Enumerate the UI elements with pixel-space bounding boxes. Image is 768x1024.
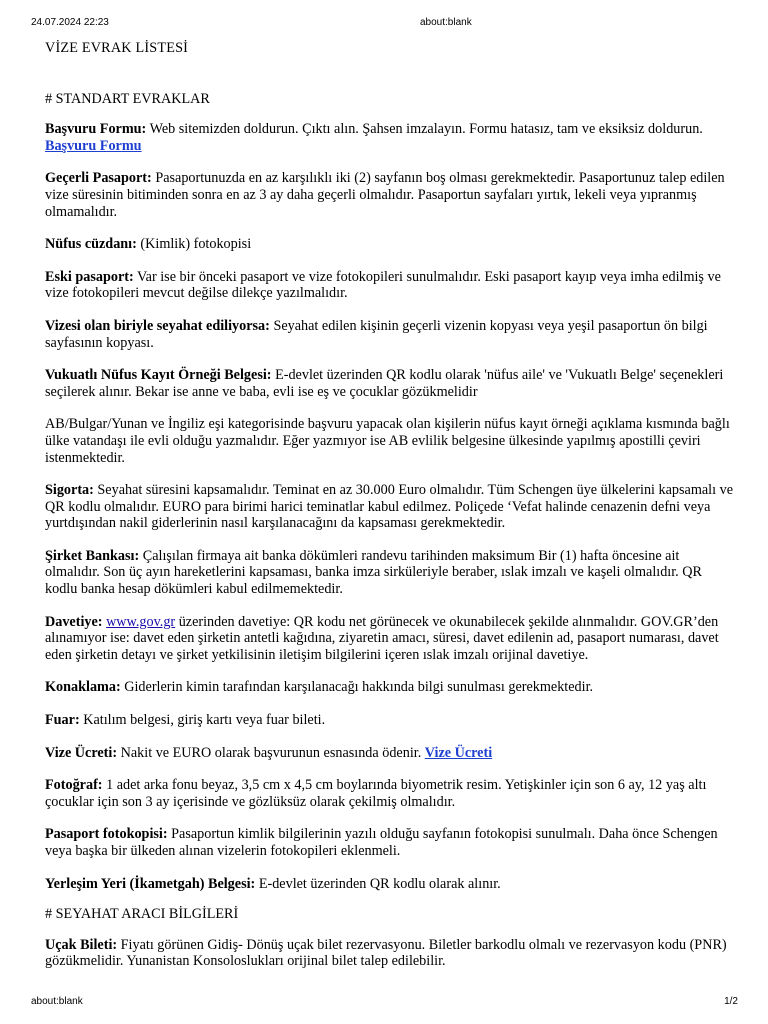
- document-body: [45, 40, 735, 970]
- section-heading-travel: # SEYAHAT ARACI BİLGİLERİ: [45, 906, 239, 923]
- item-nufus-cuzdani: [45, 236, 735, 253]
- item-text: Katılım belgesi, giriş kartı veya fuar bileti.: [79, 712, 326, 729]
- print-footer: [0, 996, 768, 1010]
- item-text: (Kimlik) fotokopisi: [136, 236, 252, 253]
- item-pasaport-fotokopisi: [45, 826, 735, 859]
- vize-ucreti-link[interactable]: Vize Ücreti: [424, 744, 493, 761]
- print-date: 24.07.2024 22:23: [31, 17, 109, 28]
- item-text: Seyahat süresini kapsamalıdır. Teminat en az 30.000 Euro olmalıdır. Tüm Schengen üye ülkelerini kapsamalı ve QR kodlu olmalıdır. EURO para birimi harici teminatlar kabul edilmez. Poliçede ‘Vefat halinde cenazenin defni veya yurtdışından nakil giderlerinin nasıl karşılanacağını da kapsaması gerekmektedir.: [45, 482, 734, 532]
- item-label: Konaklama:: [45, 679, 121, 696]
- item-text: Fiyatı görünen Gidiş- Dönüş uçak bilet rezervasyonu. Biletler barkodlu olmalı ve rezervasyon kodu (PNR) gözükmelidir. Yunanistan Konsoloslukları orijinal bilet talep edilebilir.: [45, 936, 727, 970]
- item-label: Geçerli Pasaport:: [45, 170, 152, 187]
- item-vukuatli-nufus: [45, 367, 735, 400]
- gov-gr-link[interactable]: www.gov.gr: [106, 613, 176, 630]
- item-label: Fuar:: [45, 712, 80, 729]
- item-fuar: [45, 712, 735, 729]
- item-text: Web sitemizden doldurun. Çıktı alın. Şahsen imzalayın. Formu hatasız, tam ve eksiksiz doldurun.: [146, 121, 703, 138]
- item-text: Pasaportun kimlik bilgilerinin yazılı olduğu sayfanın fotokopisi sunulmalı. Daha önce Schengen veya başka bir ülkeden alınan vizelerin fotokopileri eklenmeli.: [45, 826, 718, 859]
- basvuru-formu-link[interactable]: Başvuru Formu: [45, 137, 142, 154]
- item-konaklama: [45, 679, 735, 696]
- item-ucak-bileti: [45, 937, 735, 970]
- item-sigorta: [45, 482, 735, 532]
- print-url: about:blank: [31, 996, 83, 1007]
- page-number: 1/2: [724, 996, 738, 1007]
- item-label: Pasaport fotokopisi:: [45, 826, 168, 843]
- item-text: Pasaportunuzda en az karşılıklı iki (2) sayfanın boş olması gerekmektedir. Pasaportunuz talep edilen vize süresinin bitiminden sonra en az 3 ay daha geçerli olmalıdır. Pasaportun sayfaları yırtık, lekeli veya yıpranmış olmamalıdır.: [45, 170, 725, 220]
- section-heading-standard: # STANDART EVRAKLAR: [45, 90, 210, 107]
- document-title: VİZE EVRAK LİSTESİ: [45, 40, 189, 56]
- item-vize-ucreti: [45, 745, 735, 762]
- item-label: Başvuru Formu:: [45, 121, 147, 138]
- item-text: üzerinden davetiye: QR kodu net görünecek ve okunabilecek şekilde alınmalıdır. GOV.GR’den alınamıyor ise: davet eden şirketin antetli kağıdına, ziyaretin amacı, süresi, davet edilenin ad, pasaport numarası, davet eden şirketin detayı ve şirket yetkilisinin iletişim bilgilerini içeren ıslak imzalı orijinal davetiye.: [45, 613, 719, 663]
- item-label: Uçak Bileti:: [45, 936, 118, 953]
- item-text: 1 adet arka fonu beyaz, 3,5 cm x 4,5 cm boylarında biyometrik resim. Yetişkinler için son 6 ay, 12 yaş altı çocuklar için son 3 ay içerisinde ve gözlüksüz olarak çekilmiş olmalıdır.: [45, 777, 707, 810]
- item-label: Fotoğraf:: [45, 777, 103, 794]
- item-label: Sigorta:: [45, 482, 94, 499]
- item-label: Vukuatlı Nüfus Kayıt Örneği Belgesi:: [45, 367, 272, 384]
- item-text: Çalışılan firmaya ait banka dökümleri randevu tarihinden maksimum Bir (1) hafta öncesine ait olmalıdır. Son üç ayın hareketlerini kapsaması, banka imza sirküleriyle beraber, ıslak imzalı ve kaşeli olmalıdır. QR kodlu banka hesap dökümleri kabul edilmemektedir.: [45, 547, 702, 598]
- item-gecerli-pasaport: [45, 170, 735, 220]
- print-page-title: about:blank: [420, 17, 472, 28]
- item-text: E-devlet üzerinden QR kodlu olarak alınır.: [255, 875, 501, 892]
- item-text: E-devlet üzerinden QR kodlu olarak 'nüfus aile' ve 'Vukuatlı Belge' seçenekleri seçilerek alınır. Bekar ise anne ve baba, evli ise eş ve çocuklar gözükmelidir: [45, 367, 724, 400]
- item-vizesi-olan: [45, 318, 735, 351]
- item-label: Vize Ücreti:: [45, 744, 118, 761]
- item-davetiye: [45, 614, 735, 664]
- item-label: Yerleşim Yeri (İkametgah) Belgesi:: [45, 875, 256, 892]
- item-text: Giderlerin kimin tarafından karşılanacağı hakkında bilgi sunulması gerekmektedir.: [120, 679, 594, 696]
- item-sirket-bankasi: [45, 548, 735, 598]
- item-yerlesim-yeri: [45, 876, 735, 893]
- item-text: Seyahat edilen kişinin geçerli vizenin kopyası veya yeşil pasaportun ön bilgi sayfasının kopyası.: [45, 317, 708, 351]
- item-label: Nüfus cüzdanı:: [45, 236, 137, 253]
- item-eski-pasaport: [45, 269, 735, 302]
- item-label: Vizesi olan biriyle seyahat ediliyorsa:: [45, 317, 270, 334]
- print-header: [0, 17, 768, 31]
- item-text: Var ise bir önceki pasaport ve vize fotokopileri sunulmalıdır. Eski pasaport kayıp veya imha edilmiş ve vize fotokopileri mevcut değilse dilekçe yazılmalıdır.: [45, 268, 721, 302]
- item-label: Eski pasaport:: [45, 268, 134, 285]
- item-label: Davetiye:: [45, 613, 103, 630]
- item-ab-esi-note: AB/Bulgar/Yunan ve İngiliz eşi kategorisinde başvuru yapacak olan kişilerin nüfus kayıt örneği açıklama kısmında bağlı ülke vatandaşı ile evli olduğu yazmalıdır. Eğer yazmıyor ise AB evlilik belgesine ülkesinde yapılmış apostilli çeviri istenmektedir.: [45, 416, 730, 466]
- item-label: Şirket Bankası:: [45, 547, 140, 564]
- item-basvuru-formu: [45, 121, 735, 154]
- item-fotograf: [45, 777, 735, 810]
- item-text: Nakit ve EURO olarak başvurunun esnasında ödenir.: [117, 744, 425, 761]
